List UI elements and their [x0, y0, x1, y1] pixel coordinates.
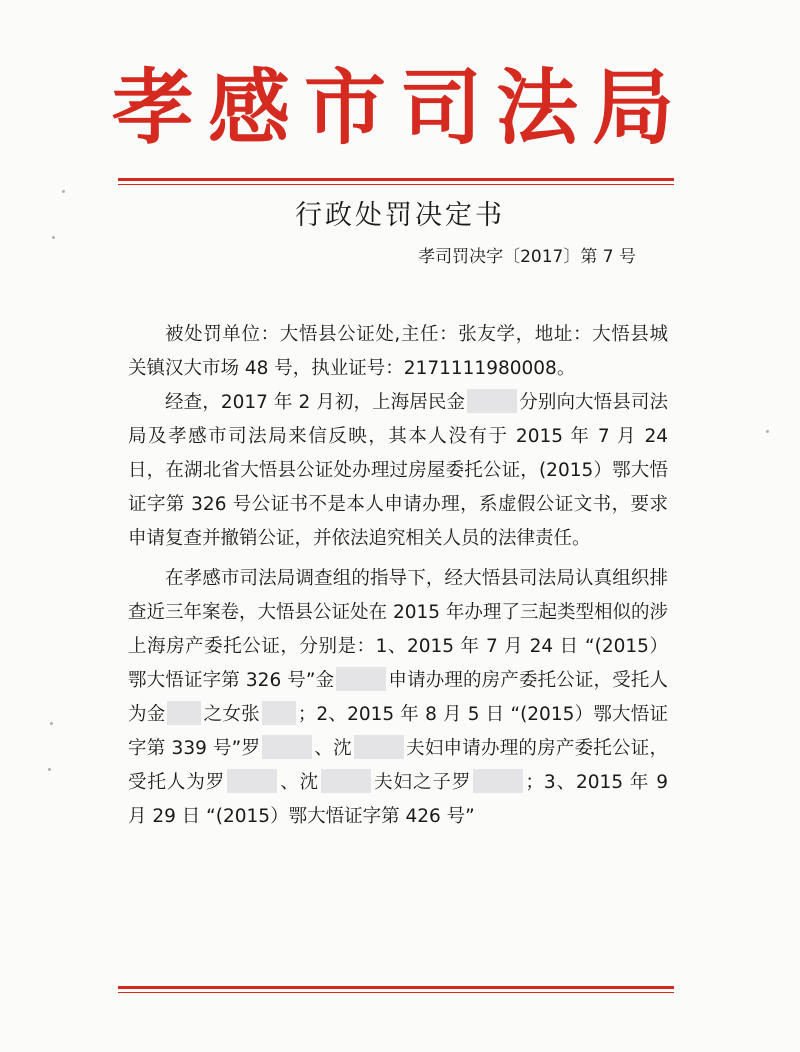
- paragraph-text: 、沈: [279, 772, 320, 793]
- scan-speck: [766, 430, 769, 433]
- paragraph-penalized-party: [128, 318, 668, 386]
- paragraph-text: 分别向大悟县司法局及孝感市司法局来信反映，其本人没有于 2015 年 7 月 24 日，在湖北省大悟县公证处办理过房屋委托公证，(2015）鄂大悟证字第 326 号公证书不是本人申请办理，系虚假公证文书，要求申请复查并撤销公证，并依法追究相关人员的法律责任。: [128, 392, 668, 549]
- paragraph-text: 之女张: [203, 704, 260, 725]
- paragraph-investigation: [128, 386, 668, 556]
- scan-speck: [50, 722, 53, 725]
- redaction-block: [354, 735, 404, 759]
- footer-divider-thick: [118, 986, 674, 989]
- footer-divider-thin: [118, 992, 674, 993]
- paragraph-text: ；2、2015 年 8 月 5 日 “(2015）鄂大悟证字第 339 号”罗: [128, 704, 668, 759]
- redaction-block: [262, 701, 296, 725]
- scan-speck: [48, 768, 51, 771]
- document-body: [128, 318, 668, 834]
- redaction-block: [467, 389, 517, 413]
- paragraph-text: 夫妇之子罗: [373, 772, 472, 793]
- redaction-block: [227, 769, 277, 793]
- paragraph-findings: [128, 562, 668, 834]
- redaction-block: [473, 769, 523, 793]
- header-divider-thick: [118, 178, 674, 181]
- paragraph-text: 、沈: [314, 738, 352, 759]
- paragraph-text: 被处罚单位：大悟县公证处,主任：张友学，地址：大悟县城关镇汉大市场 48 号，执业证号：2171111980008。: [128, 324, 668, 379]
- paragraph-text: 夫妇申请办理的房产委托公证，受托人为罗: [128, 738, 668, 793]
- document-number: 孝司罚决字〔2017〕第 7 号: [418, 247, 636, 267]
- paragraph-text: 经查，2017 年 2 月初，上海居民金: [165, 392, 466, 413]
- paragraph-text: 申请办理的房产委托公证，受托人为金: [128, 670, 668, 725]
- scan-speck: [62, 190, 65, 193]
- redaction-block: [167, 701, 201, 725]
- paragraph-text: 在孝感市司法局调查组的指导下，经大悟县司法局认真组织排查近三年案卷，大悟县公证处在 2015 年办理了三起类型相似的涉上海房产委托公证，分别是：1、2015 年 7 月 24 日 “(2015）鄂大悟证字第 326 号”金: [128, 568, 668, 691]
- document-title: 行政处罚决定书: [295, 200, 505, 231]
- agency-masthead: 孝感市司法局: [111, 60, 688, 156]
- redaction-block: [336, 667, 386, 691]
- paragraph-text: ；3、2015 年 9 月 29 日 “(2015）鄂大悟证字第 426 号”: [128, 772, 668, 827]
- header-divider-thin: [118, 184, 674, 185]
- redaction-block: [262, 735, 312, 759]
- redaction-block: [321, 769, 371, 793]
- scan-speck: [52, 236, 55, 239]
